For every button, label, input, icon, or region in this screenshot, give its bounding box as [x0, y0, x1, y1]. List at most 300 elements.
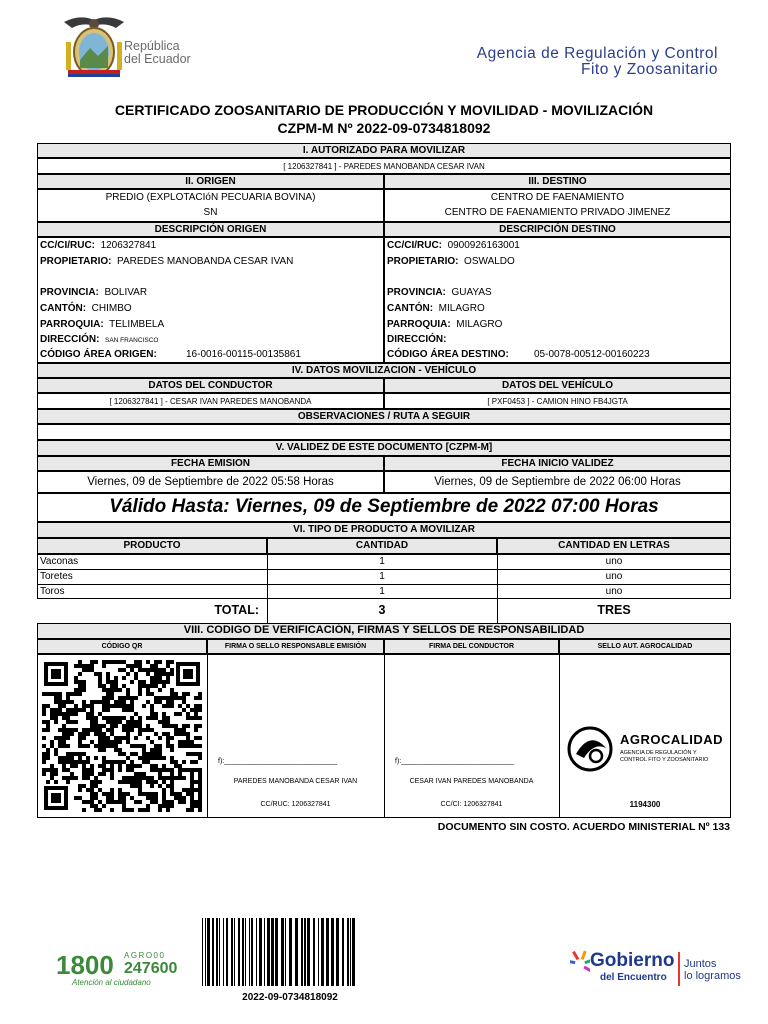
- qr-module: [62, 760, 66, 764]
- driver-signature-line: f):_____________________________: [395, 758, 515, 765]
- qr-module: [186, 808, 190, 812]
- qr-module: [90, 724, 94, 728]
- qr-module: [98, 684, 102, 688]
- document-barcode: [200, 918, 360, 986]
- qr-module: [134, 660, 138, 664]
- qr-module: [166, 744, 170, 748]
- qr-module: [182, 776, 186, 780]
- qr-module: [174, 796, 178, 800]
- qr-module: [58, 756, 62, 760]
- start-date-header: FECHA INICIO VALIDEZ: [384, 456, 731, 471]
- qr-module: [90, 720, 94, 724]
- qr-module: [146, 760, 150, 764]
- destination-area-value: 05-0078-00512-00160223: [534, 349, 650, 360]
- qr-module: [166, 804, 170, 808]
- qr-module: [62, 764, 66, 768]
- qr-module: [186, 792, 190, 796]
- qr-module: [118, 740, 122, 744]
- qr-module: [126, 756, 130, 760]
- qr-module: [142, 772, 146, 776]
- qr-module: [158, 660, 162, 664]
- destination-line2: CENTRO DE FAENAMIENTO PRIVADO JIMENEZ: [444, 207, 671, 218]
- barcode-bar: [256, 918, 257, 986]
- qr-module: [46, 728, 50, 732]
- sig-divider-2: [384, 654, 385, 818]
- qr-module: [70, 760, 74, 764]
- qr-module: [166, 696, 170, 700]
- qr-module: [142, 792, 146, 796]
- driver-value: [ 1206327841 ] - CESAR IVAN PAREDES MANOBANDA: [109, 397, 312, 406]
- qr-module: [46, 692, 50, 696]
- qr-module: [122, 808, 126, 812]
- qr-module: [90, 800, 94, 804]
- qr-module: [170, 688, 174, 692]
- qr-module: [74, 704, 78, 708]
- qr-module: [198, 808, 202, 812]
- qr-module: [118, 716, 122, 720]
- qr-module: [198, 716, 202, 720]
- agrocalidad-logo-icon: [566, 724, 616, 774]
- qr-module: [126, 724, 130, 728]
- qr-module: [50, 772, 54, 776]
- qr-module: [90, 728, 94, 732]
- qr-module: [50, 764, 54, 768]
- qr-module: [110, 740, 114, 744]
- qr-module: [150, 740, 154, 744]
- qr-module: [82, 800, 86, 804]
- qr-module: [78, 672, 82, 676]
- origin-ccruc: CC/CI/RUC: 1206327841: [40, 240, 157, 251]
- qr-module: [198, 744, 202, 748]
- qr-module: [110, 720, 114, 724]
- driver-id: CC/CI: 1206327841: [440, 801, 503, 808]
- qr-module: [186, 752, 190, 756]
- qr-module: [170, 736, 174, 740]
- qr-module: [150, 680, 154, 684]
- qr-module: [78, 664, 82, 668]
- col-qr-header: CÓDIGO QR: [37, 639, 207, 654]
- qr-module: [130, 752, 134, 756]
- qr-module: [162, 804, 166, 808]
- qr-module: [66, 780, 70, 784]
- qr-module: [102, 708, 106, 712]
- qr-module: [150, 756, 154, 760]
- qr-module: [94, 792, 98, 796]
- qr-module: [70, 732, 74, 736]
- qr-module: [82, 768, 86, 772]
- qr-module: [190, 800, 194, 804]
- qr-module: [106, 768, 110, 772]
- qr-module: [118, 752, 122, 756]
- qr-module: [94, 672, 98, 676]
- qr-module: [62, 736, 66, 740]
- qr-module: [98, 788, 102, 792]
- qr-module: [90, 804, 94, 808]
- qr-module: [54, 768, 58, 772]
- qr-module: [138, 720, 142, 724]
- qr-module: [186, 724, 190, 728]
- qr-module: [178, 792, 182, 796]
- qr-module: [106, 708, 110, 712]
- qr-module: [154, 716, 158, 720]
- qr-module: [158, 688, 162, 692]
- qr-module: [162, 792, 166, 796]
- qr-module: [146, 692, 150, 696]
- qr-module: [54, 748, 58, 752]
- agrocalidad-name: AGROCALIDAD: [620, 732, 723, 747]
- qr-module: [154, 712, 158, 716]
- qr-module: [62, 704, 66, 708]
- qr-module: [138, 792, 142, 796]
- qr-module: [46, 768, 50, 772]
- qr-module: [82, 732, 86, 736]
- qr-module: [74, 688, 78, 692]
- qr-module: [82, 684, 86, 688]
- hotline-agro: AGRO00: [124, 951, 166, 960]
- qr-module: [198, 704, 202, 708]
- qr-module: [142, 752, 146, 756]
- qr-module: [54, 716, 58, 720]
- qr-module: [106, 660, 110, 664]
- qr-module: [78, 708, 82, 712]
- product-row-3-name: Toros: [40, 586, 65, 597]
- qr-module: [154, 660, 158, 664]
- qr-module: [66, 720, 70, 724]
- qr-module: [50, 716, 54, 720]
- qr-module: [94, 780, 98, 784]
- qr-module: [154, 732, 158, 736]
- qr-module: [170, 744, 174, 748]
- destination-owner: PROPIETARIO: OSWALDO: [387, 256, 515, 267]
- qr-module: [78, 788, 82, 792]
- qr-module: [78, 660, 82, 664]
- qr-module: [86, 668, 90, 672]
- barcode-bar: [313, 918, 315, 986]
- qr-module: [58, 740, 62, 744]
- qr-module: [158, 768, 162, 772]
- qr-module: [154, 748, 158, 752]
- qr-module: [118, 704, 122, 708]
- qr-module: [170, 748, 174, 752]
- qr-module: [170, 768, 174, 772]
- qr-module: [62, 728, 66, 732]
- issuer-name: PAREDES MANOBANDA CESAR IVAN: [233, 778, 358, 785]
- qr-module: [170, 800, 174, 804]
- barcode-bar: [336, 918, 339, 986]
- qr-module: [42, 768, 46, 772]
- qr-module: [130, 776, 134, 780]
- qr-module: [90, 700, 94, 704]
- qr-module: [150, 796, 154, 800]
- qr-module: [122, 792, 126, 796]
- qr-module: [98, 764, 102, 768]
- qr-module: [186, 704, 190, 708]
- qr-module: [134, 736, 138, 740]
- qr-module: [110, 692, 114, 696]
- qr-module: [110, 680, 114, 684]
- qr-module: [98, 680, 102, 684]
- qr-module: [194, 708, 198, 712]
- qr-module: [198, 768, 202, 772]
- qr-module: [174, 764, 178, 768]
- certificate-title: CERTIFICADO ZOOSANITARIO DE PRODUCCIÓN Y MOVILIDAD - MOVILIZACIÓN: [114, 102, 654, 118]
- qr-module: [78, 732, 82, 736]
- qr-module: [150, 784, 154, 788]
- qr-module: [98, 744, 102, 748]
- qr-module: [86, 732, 90, 736]
- qr-module: [142, 728, 146, 732]
- qr-module: [134, 724, 138, 728]
- qr-module: [46, 704, 50, 708]
- barcode-bar: [301, 918, 303, 986]
- qr-module: [98, 800, 102, 804]
- qr-module: [154, 664, 158, 668]
- qr-module: [86, 760, 90, 764]
- qr-module: [98, 728, 102, 732]
- qr-module: [106, 728, 110, 732]
- qr-module: [194, 760, 198, 764]
- qr-module: [98, 700, 102, 704]
- qr-module: [150, 668, 154, 672]
- qr-module: [138, 692, 142, 696]
- emission-date-header: FECHA EMISION: [37, 456, 384, 471]
- total-label: TOTAL:: [214, 603, 259, 617]
- barcode-bar: [352, 918, 355, 986]
- qr-module: [74, 708, 78, 712]
- qr-module: [74, 712, 78, 716]
- qr-module: [178, 732, 182, 736]
- qr-module: [78, 760, 82, 764]
- qr-module: [42, 760, 46, 764]
- qr-module: [126, 720, 130, 724]
- qr-module: [158, 784, 162, 788]
- qr-module: [158, 772, 162, 776]
- qr-module: [66, 700, 70, 704]
- qr-module: [114, 748, 118, 752]
- qr-module: [150, 764, 154, 768]
- qr-module: [190, 708, 194, 712]
- qr-module: [166, 672, 170, 676]
- barcode-bar: [318, 918, 319, 986]
- driver-header: DATOS DEL CONDUCTOR: [37, 378, 384, 393]
- qr-module: [110, 660, 114, 664]
- qr-module: [158, 700, 162, 704]
- qr-module: [154, 768, 158, 772]
- product-row-2-letters: uno: [605, 571, 623, 582]
- qr-module: [130, 720, 134, 724]
- qr-module: [190, 804, 194, 808]
- valid-until: Válido Hasta: Viernes, 09 de Septiembre de 2022 07:00 Horas: [109, 496, 659, 517]
- qr-module: [106, 676, 110, 680]
- barcode-bar: [212, 918, 214, 986]
- qr-module: [42, 736, 46, 740]
- qr-module: [150, 708, 154, 712]
- qr-module: [138, 724, 142, 728]
- emission-date: Viernes, 09 de Septiembre de 2022 05:58 Horas: [87, 476, 334, 488]
- qr-module: [134, 676, 138, 680]
- qr-module: [146, 780, 150, 784]
- qr-module: [146, 688, 150, 692]
- product-row-1-letters: uno: [605, 556, 623, 567]
- qr-module: [142, 704, 146, 708]
- qr-module: [150, 684, 154, 688]
- seal-code: 1194300: [629, 800, 661, 809]
- qr-module: [162, 764, 166, 768]
- barcode-bar: [295, 918, 298, 986]
- qr-module: [50, 744, 54, 748]
- qr-module: [90, 716, 94, 720]
- barcode-bar: [242, 918, 244, 986]
- qr-module: [102, 688, 106, 692]
- qr-module: [122, 724, 126, 728]
- qr-module: [114, 704, 118, 708]
- barcode-bar: [207, 918, 210, 986]
- qr-module: [186, 740, 190, 744]
- qr-module: [110, 760, 114, 764]
- qr-module: [174, 696, 178, 700]
- qr-module: [134, 776, 138, 780]
- qr-module: [126, 704, 130, 708]
- qr-module: [106, 792, 110, 796]
- qr-module: [110, 792, 114, 796]
- qr-module: [82, 700, 86, 704]
- qr-module: [122, 804, 126, 808]
- qr-module: [154, 780, 158, 784]
- qr-module: [90, 772, 94, 776]
- qr-module: [90, 764, 94, 768]
- qr-module: [174, 728, 178, 732]
- qr-module: [130, 700, 134, 704]
- qr-module: [70, 764, 74, 768]
- no-cost-note: DOCUMENTO SIN COSTO. ACUERDO MINISTERIAL Nº 133: [437, 821, 730, 833]
- qr-module: [138, 788, 142, 792]
- qr-module: [158, 804, 162, 808]
- qr-module: [94, 808, 98, 812]
- qr-module: [70, 712, 74, 716]
- qr-module: [150, 704, 154, 708]
- qr-module: [190, 772, 194, 776]
- destination-parish: PARROQUIA: MILAGRO: [387, 319, 503, 330]
- section-authorized-header: I. AUTORIZADO PARA MOVILIZAR: [37, 143, 731, 158]
- product-row-1-name: Vaconas: [40, 556, 79, 567]
- qr-module: [158, 696, 162, 700]
- qr-module: [114, 800, 118, 804]
- qr-module: [138, 716, 142, 720]
- gobierno-logo: [570, 942, 760, 992]
- qr-module: [90, 660, 94, 664]
- qr-module: [106, 720, 110, 724]
- qr-module: [154, 756, 158, 760]
- gobierno-tagline: Juntos lo logramos: [684, 958, 741, 982]
- qr-module: [158, 736, 162, 740]
- qr-module: [54, 772, 58, 776]
- qr-module: [102, 700, 106, 704]
- agrocalidad-seal: [566, 724, 726, 774]
- qr-module: [70, 700, 74, 704]
- qr-module: [138, 660, 142, 664]
- qr-module: [146, 776, 150, 780]
- qr-module: [142, 680, 146, 684]
- qr-module: [158, 744, 162, 748]
- barcode-bar: [219, 918, 220, 986]
- qr-module: [54, 720, 58, 724]
- qr-module: [50, 712, 54, 716]
- qr-module: [102, 732, 106, 736]
- qr-module: [118, 768, 122, 772]
- qr-module: [122, 752, 126, 756]
- qr-module: [194, 780, 198, 784]
- qr-module: [154, 696, 158, 700]
- qr-module: [130, 744, 134, 748]
- qr-module: [86, 664, 90, 668]
- certificate-number: CZPM-M Nº 2022-09-0734818092: [277, 120, 491, 136]
- qr-module: [134, 772, 138, 776]
- qr-module: [138, 764, 142, 768]
- qr-module: [194, 736, 198, 740]
- qr-module: [150, 752, 154, 756]
- qr-module: [66, 728, 70, 732]
- qr-module: [182, 728, 186, 732]
- qr-module: [134, 752, 138, 756]
- qr-module: [58, 760, 62, 764]
- qr-module: [146, 808, 150, 812]
- qr-module: [70, 752, 74, 756]
- barcode-bar: [231, 918, 233, 986]
- qr-module: [166, 704, 170, 708]
- qr-module: [78, 744, 82, 748]
- qr-module: [154, 676, 158, 680]
- qr-module: [142, 808, 146, 812]
- qr-module: [174, 792, 178, 796]
- destination-area-code: CÓDIGO ÁREA DESTINO:: [387, 349, 509, 360]
- qr-module: [146, 700, 150, 704]
- qr-module: [54, 736, 58, 740]
- qr-module: [62, 700, 66, 704]
- qr-module: [134, 780, 138, 784]
- qr-module: [130, 728, 134, 732]
- qr-module: [114, 724, 118, 728]
- qr-module: [110, 728, 114, 732]
- qr-module: [66, 696, 70, 700]
- col-seal-header: SELLO AUT. AGROCALIDAD: [559, 639, 731, 654]
- qr-module: [114, 740, 118, 744]
- qr-module: [82, 708, 86, 712]
- qr-module: [142, 756, 146, 760]
- barcode-bar: [326, 918, 329, 986]
- qr-module: [74, 796, 78, 800]
- col-driver-header: FIRMA DEL CONDUCTOR: [384, 639, 559, 654]
- qr-module: [54, 692, 58, 696]
- qr-module: [82, 764, 86, 768]
- qr-module: [102, 696, 106, 700]
- barcode-bars: [202, 918, 355, 986]
- qr-module: [82, 704, 86, 708]
- qr-module: [170, 784, 174, 788]
- qr-module: [138, 728, 142, 732]
- qr-module: [86, 756, 90, 760]
- qr-module: [46, 752, 50, 756]
- qr-module: [114, 700, 118, 704]
- qr-module: [54, 712, 58, 716]
- qr-module: [138, 808, 142, 812]
- qr-module: [178, 728, 182, 732]
- qr-module: [122, 708, 126, 712]
- qr-module: [154, 796, 158, 800]
- qr-module: [130, 796, 134, 800]
- qr-module: [170, 804, 174, 808]
- qr-module: [78, 784, 82, 788]
- qr-module: [154, 700, 158, 704]
